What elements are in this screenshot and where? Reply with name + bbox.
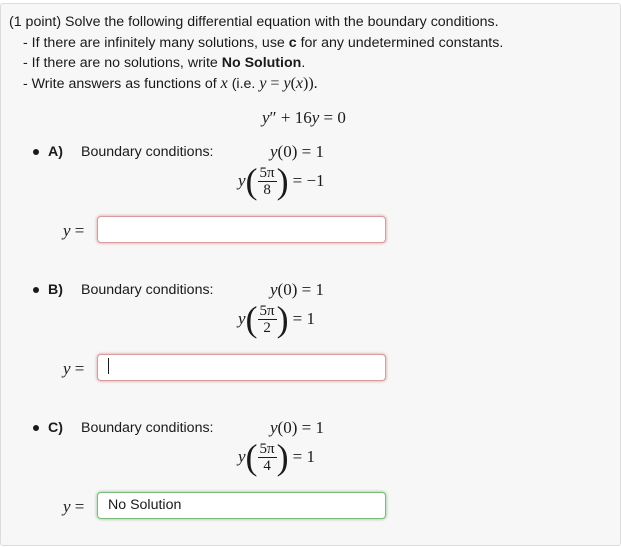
math-var: y — [270, 280, 278, 299]
boundary-condition-2 — [238, 296, 315, 342]
math-op: = — [70, 359, 85, 378]
bullet-icon — [33, 287, 39, 293]
math-op: = 1 — [297, 142, 324, 161]
fraction — [258, 303, 277, 336]
instruction-bold: No Solution — [221, 55, 302, 71]
math-var: y — [259, 75, 267, 92]
paren-open: ( — [245, 437, 258, 477]
answer-value: No Solution — [108, 497, 182, 513]
math-op: = 1 — [297, 280, 324, 299]
math-var: y — [238, 447, 246, 466]
instruction-text: - If there are no solutions, write — [23, 55, 222, 71]
math-var: x — [295, 75, 303, 92]
paren-open: ( — [245, 161, 258, 201]
math-op: = — [266, 75, 284, 92]
problem-title: (1 point) Solve the following differential equation with the boundary conditions. — [9, 14, 499, 30]
fraction-denominator: 2 — [263, 319, 271, 336]
part-label: B) — [48, 282, 63, 298]
math-var: y — [311, 108, 320, 127]
text-cursor — [108, 358, 109, 374]
math-op: ( — [290, 75, 296, 92]
instruction-text: . — [301, 55, 306, 71]
math-var: x — [220, 75, 228, 92]
boundary-condition-2 — [238, 158, 325, 204]
fraction-denominator: 4 — [263, 457, 271, 474]
math-var: y — [283, 75, 291, 92]
math-op: (0) — [277, 280, 298, 299]
paren-close: ) — [276, 437, 289, 477]
instruction-text: (i.e. — [227, 76, 260, 92]
part-label: A) — [48, 144, 63, 160]
math-op: = 1 — [292, 309, 315, 328]
answer-label — [63, 359, 84, 379]
differential-equation — [262, 108, 346, 128]
math-var: y — [63, 221, 71, 240]
fraction — [258, 441, 277, 474]
problem-statement — [9, 14, 499, 31]
instruction-none — [23, 55, 305, 72]
math-op: ″ — [269, 108, 277, 127]
paren-open: ( — [245, 299, 258, 339]
math-op: = 0 — [319, 108, 346, 127]
boundary-conditions-label: Boundary conditions: — [81, 420, 214, 436]
math-var: y — [270, 418, 278, 437]
boundary-conditions-label: Boundary conditions: — [81, 144, 214, 160]
bullet-icon — [33, 425, 39, 431]
answer-input-b[interactable] — [97, 354, 386, 381]
bullet-icon — [33, 149, 39, 155]
answer-input-a[interactable] — [97, 216, 386, 243]
math-op: = −1 — [292, 171, 325, 190]
paren-close: ) — [276, 299, 289, 339]
instruction-infinite — [23, 35, 503, 52]
fraction-denominator: 8 — [263, 181, 271, 198]
math-op: = 1 — [297, 418, 324, 437]
math-op: + 16 — [276, 108, 312, 127]
fraction-numerator: 5π — [259, 440, 275, 457]
boundary-condition-2 — [238, 434, 315, 480]
fraction — [258, 165, 277, 198]
math-op: = — [70, 497, 85, 516]
instruction-functions — [23, 75, 318, 93]
math-op: )). — [303, 75, 318, 92]
instruction-text: - Write answers as functions of — [23, 76, 221, 92]
instruction-text: for any undetermined constants. — [296, 35, 504, 51]
math-var: y — [63, 497, 71, 516]
part-label: C) — [48, 420, 63, 436]
math-op: (0) — [277, 142, 298, 161]
boundary-conditions-label: Boundary conditions: — [81, 282, 214, 298]
paren-close: ) — [276, 161, 289, 201]
answer-label — [63, 221, 84, 241]
fraction-numerator: 5π — [259, 164, 275, 181]
math-var: y — [238, 309, 246, 328]
math-op: = — [70, 221, 85, 240]
instruction-text: - If there are infinitely many solutions, use — [23, 35, 289, 51]
math-var: y — [238, 171, 246, 190]
math-var: y — [63, 359, 71, 378]
answer-input-c[interactable] — [97, 492, 386, 519]
math-var: y — [262, 108, 270, 127]
math-op: = 1 — [292, 447, 315, 466]
math-op: (0) — [277, 418, 298, 437]
answer-label — [63, 497, 84, 517]
instruction-bold: c — [288, 35, 297, 51]
math-var: y — [270, 142, 278, 161]
fraction-numerator: 5π — [259, 302, 275, 319]
